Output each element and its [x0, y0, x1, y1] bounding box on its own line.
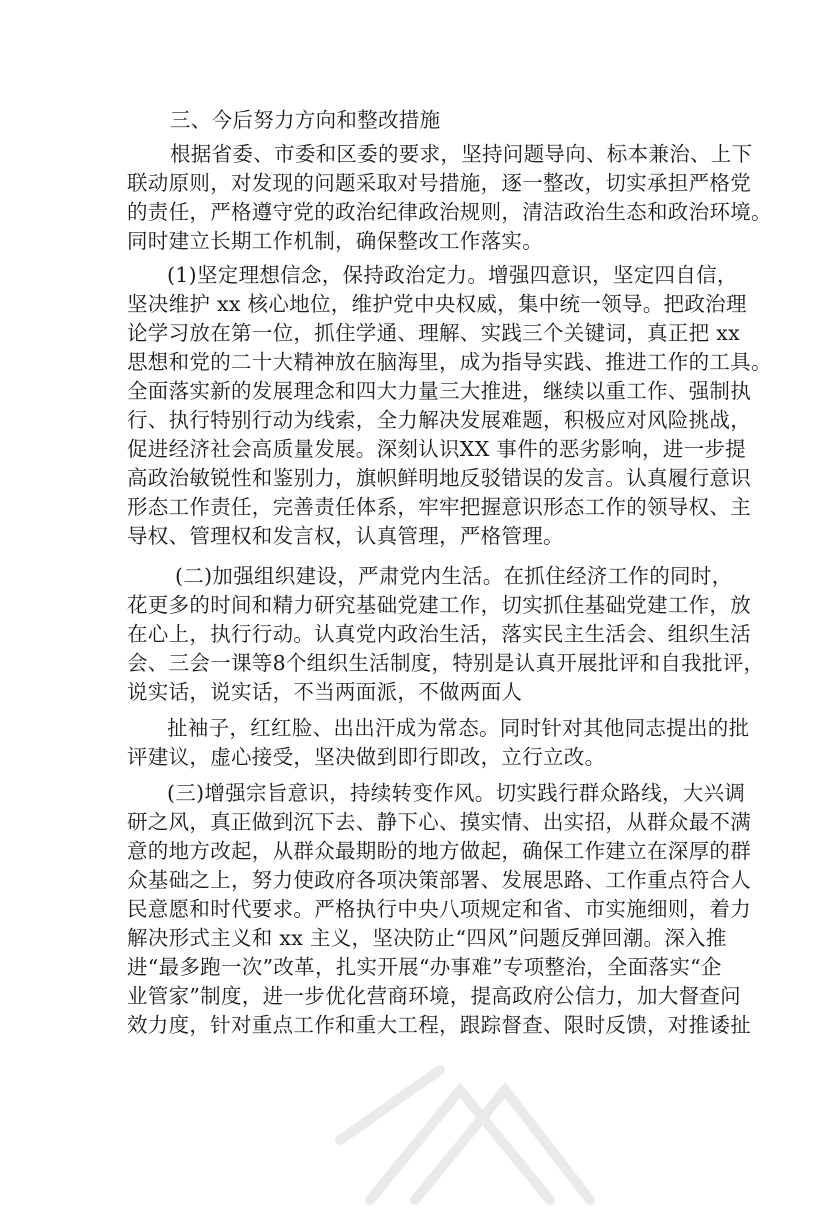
paragraph-line: 在心上，执行行动。认真党内政治生活，落实民主生活会、组织生活 — [127, 622, 751, 646]
paragraph-line: 说实话，说实话，不当两面派，不做两面人 — [127, 680, 523, 704]
paragraph-line: 花更多的时间和精力研究基础党建工作，切实抓住基础党建工作，放 — [127, 593, 751, 617]
paragraph-line: 根据省委、市委和区委的要求，坚持问题导向、标本兼治、上下 — [170, 142, 753, 166]
paragraph-line: 的责任，严格遵守党的政治纪律政治规则，清洁政治生态和政治环境。 — [127, 200, 772, 224]
paragraph-line: 坚决维护 xx 核心地位，维护党中央权威，集中统一领导。把政治理 — [127, 292, 747, 316]
paragraph-line: 全面落实新的发展理念和四大力量三大推进，继续以重工作、强制执 — [127, 379, 751, 403]
section-heading: 三、今后努力方向和整改措施 — [170, 108, 441, 132]
paragraph-line: 民意愿和时代要求。严格执行中央八项规定和省、市实施细则，着力 — [127, 897, 751, 921]
paragraph-line: 会、三会一课等8个组织生活制度，特别是认真开展批评和自我批评， — [127, 651, 765, 675]
watermark-logo — [330, 1050, 610, 1210]
paragraph-line: 行、执行特别行动为线索，全力解决发展难题，积极应对风险挑战， — [127, 408, 751, 432]
paragraph-line: (1)坚定理想信念，保持政治定力。增强四意识，坚定四自信， — [167, 263, 738, 287]
paragraph-line: 促进经济社会高质量发展。深刻认识XX 事件的恶劣影响，进一步提 — [127, 437, 747, 461]
paragraph-line: 意的地方改起，从群众最期盼的地方做起，确保工作建立在深厚的群 — [127, 839, 751, 863]
paragraph-line: 论学习放在第一位，抓住学通、理解、实践三个关键词，真正把 xx — [127, 321, 740, 345]
paragraph-line: (三)增强宗旨意识，持续转变作风。切实践行群众路线，大兴调 — [167, 781, 746, 805]
paragraph-line: 业管家”制度，进一步优化营商环境，提高政府公信力，加大督查问 — [127, 984, 741, 1008]
paragraph-line: 评建议，虚心接受，坚决做到即行即改，立行立改。 — [127, 745, 606, 769]
paragraph-line: 思想和党的二十大精神放在脑海里，成为指导实践、推进工作的工具。 — [127, 350, 772, 374]
paragraph-line: 研之风，真正做到沉下去、静下心、摸实情、出实招，从群众最不满 — [127, 810, 751, 834]
paragraph-line: 效力度，针对重点工作和重大工程，跟踪督查、限时反馈，对推诿扯 — [127, 1013, 751, 1037]
paragraph-line: 众基础之上，努力使政府各项决策部署、发展思路、工作重点符合人 — [127, 868, 751, 892]
paragraph-line: 导权、管理权和发言权，认真管理，严格管理。 — [127, 524, 564, 548]
paragraph-line: 联动原则，对发现的问题采取对号措施，逐一整改，切实承担严格党 — [127, 171, 751, 195]
paragraph-line: (二)加强组织建设，严肃党内生活。在抓住经济工作的同时， — [175, 564, 733, 588]
paragraph-line: 解决形式主义和 xx 主义，坚决防止“四风”问题反弹回潮。深入推 — [127, 926, 727, 950]
paragraph-line: 形态工作责任，完善责任体系，牢牢把握意识形态工作的领导权、主 — [127, 495, 751, 519]
paragraph-line: 高政治敏锐性和鉴别力，旗帜鲜明地反驳错误的发言。认真履行意识 — [127, 466, 751, 490]
paragraph-line: 进“最多跑一次”改革，扎实开展“办事难”专项整治，全面落实“企 — [127, 955, 722, 979]
paragraph-line: 同时建立长期工作机制，确保整改工作落实。 — [127, 229, 543, 253]
paragraph-line: 扯袖子，红红脸、出出汗成为常态。同时针对其他同志提出的批 — [167, 716, 750, 740]
